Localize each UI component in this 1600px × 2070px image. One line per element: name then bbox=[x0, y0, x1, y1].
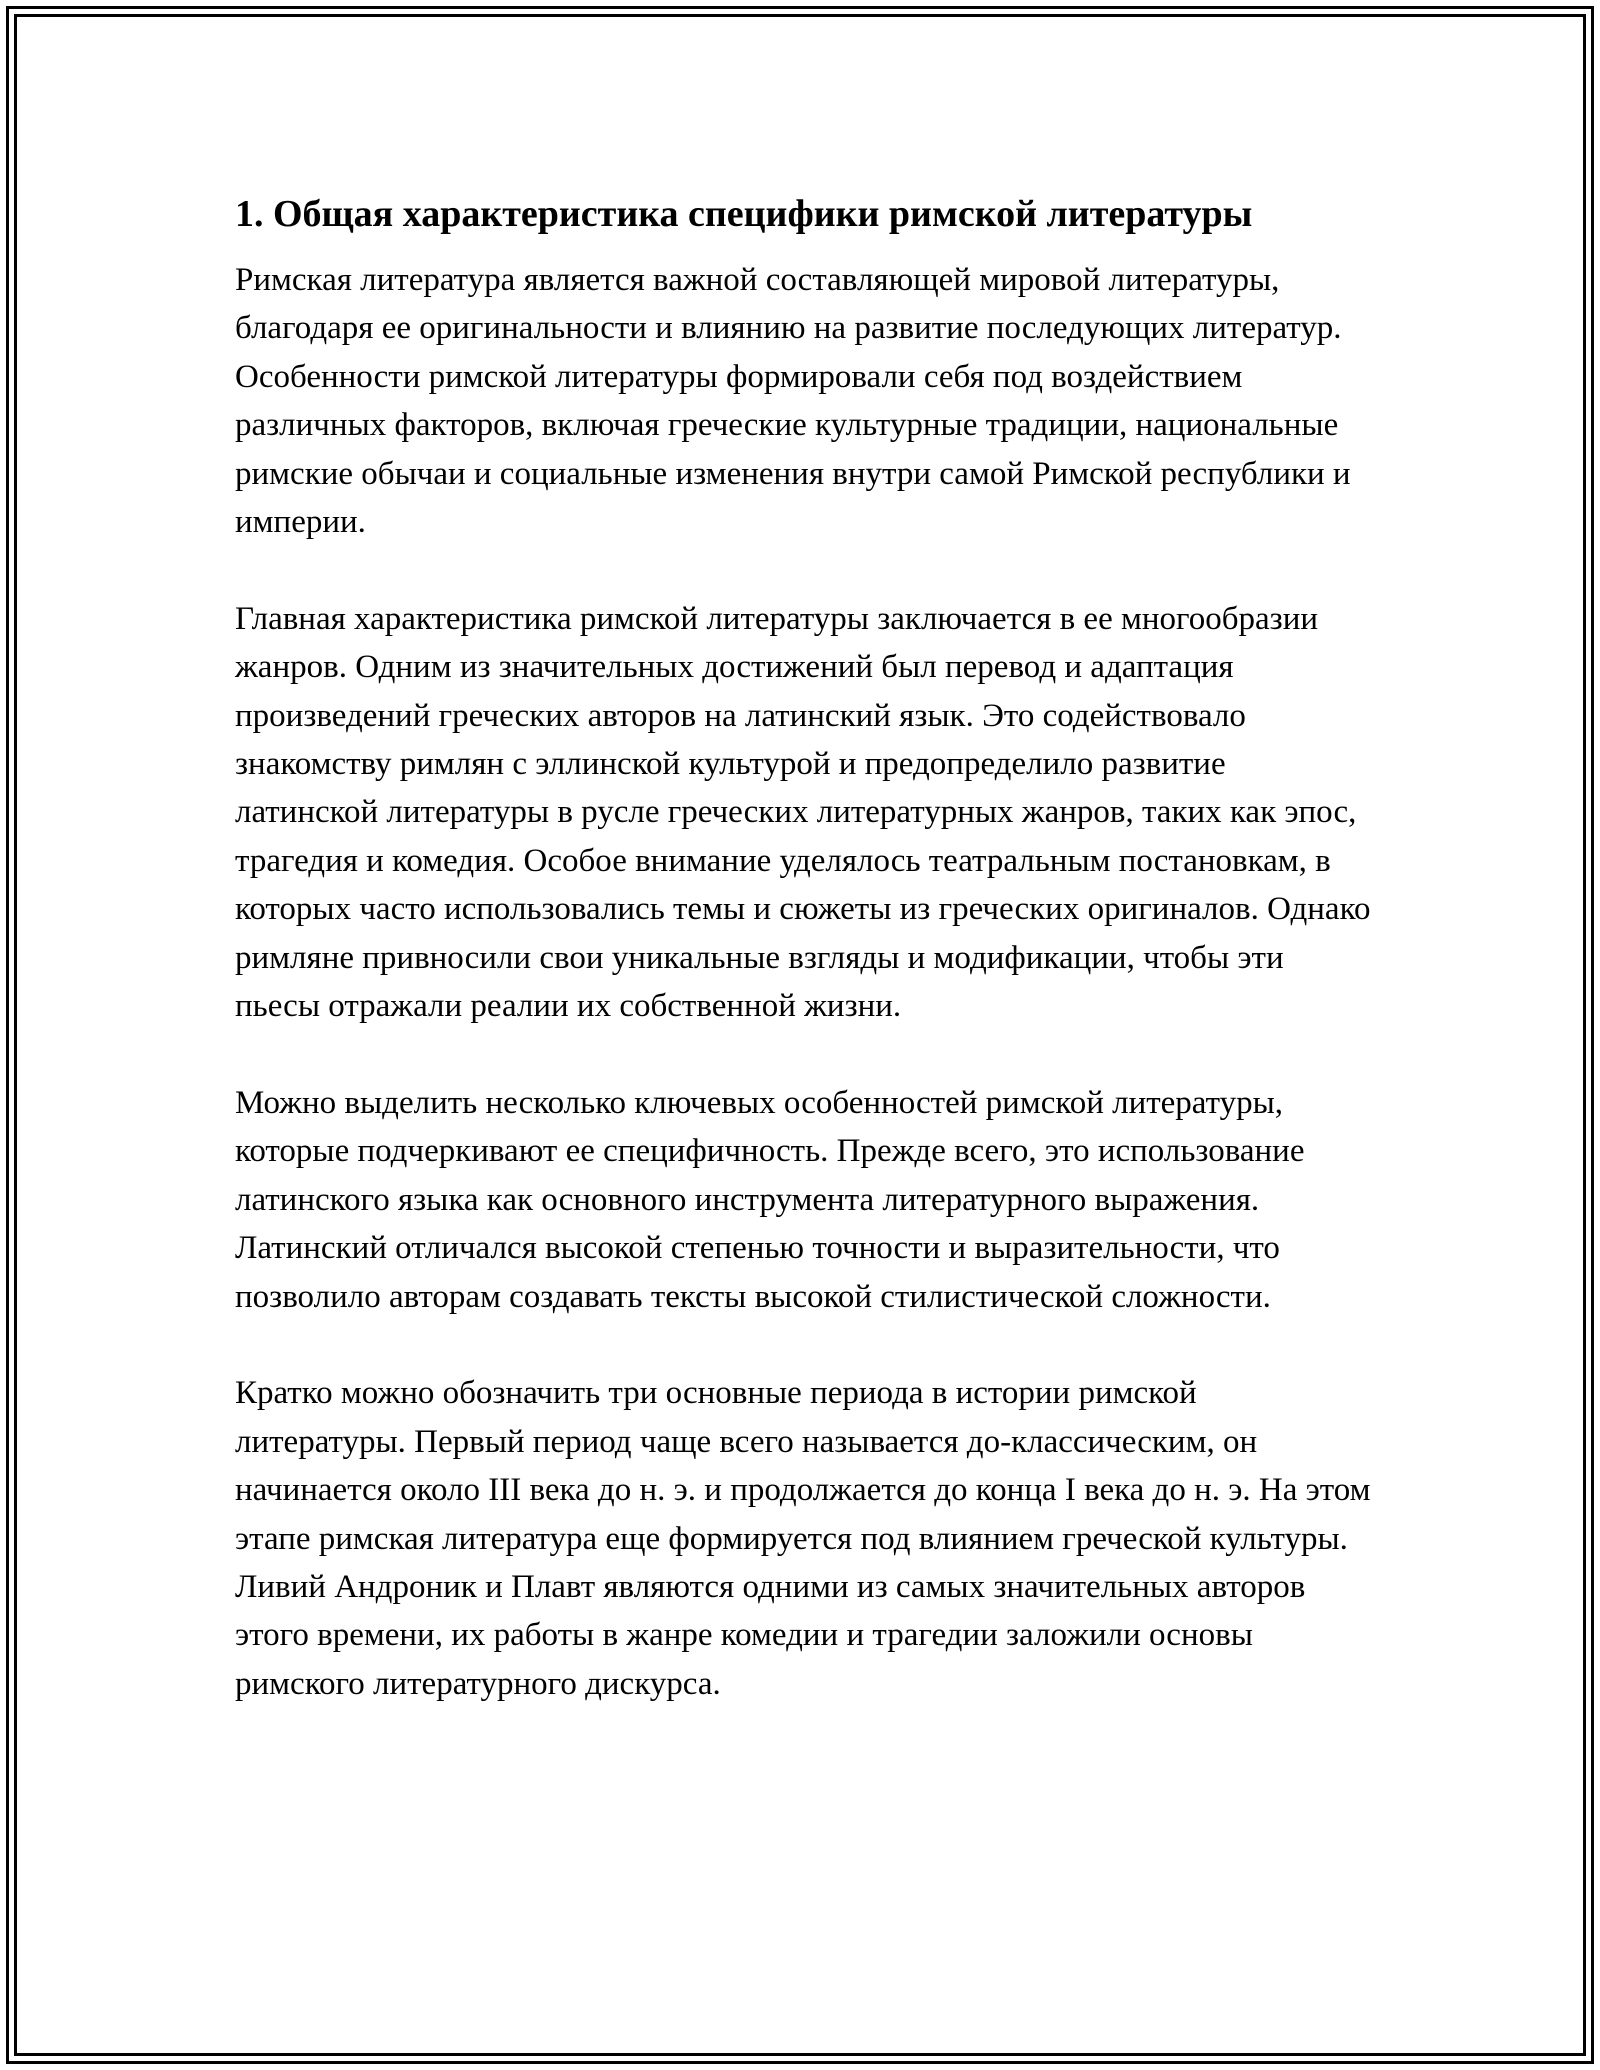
document-body bbox=[235, 186, 1375, 1708]
paragraph-3: Можно выделить несколько ключевых особенностей римской литературы, которые подчеркивают ее специфичность. Прежде всего, это использование латинского языка как основного инструмента литературного выражения. Латинский отличался высокой степенью точности и выразительности, что позволило авторам создавать тексты высокой стилистической сложности. bbox=[235, 1084, 1305, 1315]
section-heading: 1. Общая характеристика специфики римской литературы bbox=[235, 193, 1253, 235]
paragraph-2: Главная характеристика римской литературы заключается в ее многообразии жанров. Одним из значительных достижений был перевод и адаптация произведений греческих авторов на латинский язык. Это содействовало знакомству римлян с эллинской культурой и предопределило развитие латинской литературы в русле греческих литературных жанров, таких как эпос, трагедия и комедия. Особое внимание уделялось театральным постановкам, в которых часто использовались темы и сюжеты из греческих оригиналов. Однако римляне привносили свои уникальные взгляды и модификации, чтобы эти пьесы отражали реалии их собственной жизни. bbox=[235, 600, 1371, 1025]
paragraph-4: Кратко можно обозначить три основные периода в истории римской литературы. Первый период чаще всего называется до-классическим, он начинается около III века до н. э. и продолжается до конца I века до н. э. На этом этапе римская литература еще формируется под влиянием греческой культуры. Ливий Андроник и Плавт являются одними из самых значительных авторов этого времени, их работы в жанре комедии и трагедии заложили основы римского литературного дискурса. bbox=[235, 1375, 1371, 1702]
paragraph-1: Римская литература является важной составляющей мировой литературы, благодаря ее оригинальности и влиянию на развитие последующих литератур. Особенности римской литературы формировали себя под воздействием различных факторов, включая греческие культурные традиции, национальные римские обычаи и социальные изменения внутри самой Римской республики и империи. bbox=[235, 262, 1351, 541]
